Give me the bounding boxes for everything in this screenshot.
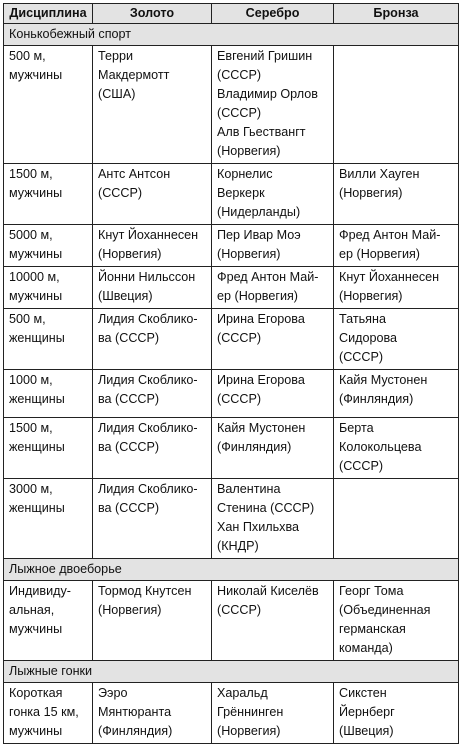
gold-text: Лидия Скоблико-: [98, 312, 198, 326]
gold-cell: [93, 370, 212, 418]
silver-text: (СССР): [217, 392, 262, 406]
header-silver: Серебро: [212, 4, 334, 24]
silver-text: Алв Гьествангт: [217, 125, 306, 139]
silver-text: (Норвегия): [217, 724, 281, 738]
discipline-text: Короткая: [9, 686, 63, 700]
bronze-text: германская: [339, 622, 406, 636]
silver-cell: [212, 46, 334, 164]
gold-text: ва (СССР): [98, 440, 160, 454]
gold-cell: [93, 46, 212, 164]
table-body: [4, 24, 459, 744]
gold-text: (Швеция): [98, 289, 153, 303]
discipline-cell: [4, 164, 93, 225]
bronze-cell: [334, 46, 459, 164]
table-row: [4, 267, 459, 309]
bronze-text: Берта: [339, 421, 374, 435]
bronze-text: ер (Норвегия): [339, 247, 420, 261]
header-row: [4, 4, 459, 24]
silver-text: (КНДР): [217, 539, 259, 553]
silver-text: Валентина: [217, 482, 281, 496]
bronze-cell: [334, 479, 459, 559]
discipline-cell: [4, 225, 93, 267]
discipline-text: 1500 м,: [9, 421, 53, 435]
silver-text: Хан Пхильхва: [217, 520, 300, 534]
section-title: Конькобежный спорт: [4, 24, 459, 46]
bronze-text: команда): [339, 641, 393, 655]
bronze-text: (СССР): [339, 350, 384, 364]
gold-text: (СССР): [98, 186, 143, 200]
gold-text: Лидия Скоблико-: [98, 482, 198, 496]
gold-cell: [93, 683, 212, 744]
silver-text: Корнелис: [217, 167, 273, 181]
silver-text: (Норвегия): [217, 247, 281, 261]
bronze-cell: [334, 164, 459, 225]
silver-text: (СССР): [217, 68, 262, 82]
bronze-text: (СССР): [339, 459, 384, 473]
bronze-text: Сикстен: [339, 686, 387, 700]
discipline-text: 500 м,: [9, 312, 46, 326]
table-row: [4, 581, 459, 661]
silver-cell: [212, 581, 334, 661]
gold-text: Кнут Йоханнесен: [98, 228, 199, 242]
silver-text: (СССР): [217, 603, 262, 617]
silver-text: Веркерк: [217, 186, 265, 200]
table-row: [4, 164, 459, 225]
bronze-text: Георг Тома: [339, 584, 404, 598]
table-row: [4, 683, 459, 744]
discipline-text: 1000 м,: [9, 373, 53, 387]
gold-cell: [93, 418, 212, 479]
gold-text: (США): [98, 87, 136, 101]
bronze-text: (Норвегия): [339, 186, 403, 200]
gold-text: Лидия Скоблико-: [98, 373, 198, 387]
gold-text: Лидия Скоблико-: [98, 421, 198, 435]
section-header-row: [4, 559, 459, 581]
gold-text: (Норвегия): [98, 247, 162, 261]
discipline-text: мужчины: [9, 622, 63, 636]
discipline-cell: [4, 581, 93, 661]
header-bronze: Бронза: [334, 4, 459, 24]
silver-text: (Норвегия): [217, 144, 281, 158]
bronze-text: Фред Антон Май-: [339, 228, 441, 242]
bronze-text: Кнут Йоханнесен: [339, 270, 440, 284]
section-header-row: [4, 24, 459, 46]
silver-text: (Нидерланды): [217, 205, 301, 219]
header-discipline: Дисциплина: [4, 4, 93, 24]
silver-text: (Финляндия): [217, 440, 292, 454]
discipline-text: мужчины: [9, 247, 63, 261]
gold-cell: [93, 225, 212, 267]
discipline-text: Индивиду-: [9, 584, 71, 598]
silver-text: Пер Ивар Моэ: [217, 228, 301, 242]
gold-text: Мянтюранта: [98, 705, 172, 719]
silver-text: Владимир Орлов: [217, 87, 318, 101]
gold-text: Антс Антсон: [98, 167, 171, 181]
gold-cell: [93, 479, 212, 559]
gold-text: Тормод Кнутсен: [98, 584, 192, 598]
discipline-cell: [4, 370, 93, 418]
bronze-cell: [334, 309, 459, 370]
discipline-text: 5000 м,: [9, 228, 53, 242]
discipline-text: женщины: [9, 501, 65, 515]
gold-cell: [93, 267, 212, 309]
gold-text: (Финляндия): [98, 724, 173, 738]
discipline-cell: [4, 418, 93, 479]
silver-text: Николай Киселёв: [217, 584, 319, 598]
bronze-cell: [334, 267, 459, 309]
silver-cell: [212, 309, 334, 370]
discipline-text: 10000 м,: [9, 270, 60, 284]
silver-cell: [212, 418, 334, 479]
bronze-text: (Норвегия): [339, 289, 403, 303]
discipline-cell: [4, 479, 93, 559]
discipline-cell: [4, 683, 93, 744]
gold-text: Терри: [98, 49, 134, 63]
table-row: [4, 225, 459, 267]
medal-table: [3, 3, 459, 744]
silver-text: Ирина Егорова: [217, 373, 305, 387]
table-row: [4, 309, 459, 370]
bronze-cell: [334, 418, 459, 479]
discipline-text: мужчины: [9, 68, 63, 82]
silver-text: Евгений Гришин: [217, 49, 313, 63]
silver-text: Фред Антон Май-: [217, 270, 319, 284]
table-row: [4, 370, 459, 418]
table-row: [4, 479, 459, 559]
silver-text: (СССР): [217, 106, 262, 120]
bronze-text: Татьяна: [339, 312, 386, 326]
discipline-text: мужчины: [9, 186, 63, 200]
table-row: [4, 418, 459, 479]
gold-text: ва (СССР): [98, 501, 160, 515]
section-header-row: [4, 661, 459, 683]
silver-text: Ирина Егорова: [217, 312, 305, 326]
discipline-text: 500 м,: [9, 49, 46, 63]
silver-text: Кайя Мустонен: [217, 421, 306, 435]
discipline-text: женщины: [9, 392, 65, 406]
gold-text: ва (СССР): [98, 331, 160, 345]
discipline-text: 1500 м,: [9, 167, 53, 181]
bronze-text: (Финляндия): [339, 392, 414, 406]
discipline-text: альная,: [9, 603, 55, 617]
section-title: Лыжное двоеборье: [4, 559, 459, 581]
bronze-text: Сидорова: [339, 331, 398, 345]
bronze-text: Йернберг: [339, 705, 395, 719]
silver-cell: [212, 479, 334, 559]
gold-text: ва (СССР): [98, 392, 160, 406]
bronze-cell: [334, 581, 459, 661]
silver-cell: [212, 225, 334, 267]
gold-text: Ээро: [98, 686, 128, 700]
bronze-cell: [334, 683, 459, 744]
discipline-text: женщины: [9, 331, 65, 345]
silver-text: ер (Норвегия): [217, 289, 298, 303]
discipline-text: гонка 15 км,: [9, 705, 79, 719]
bronze-text: (Швеция): [339, 724, 394, 738]
silver-cell: [212, 683, 334, 744]
section-title: Лыжные гонки: [4, 661, 459, 683]
bronze-text: (Объединенная: [339, 603, 431, 617]
discipline-cell: [4, 309, 93, 370]
gold-cell: [93, 581, 212, 661]
gold-text: Макдермотт: [98, 68, 170, 82]
gold-cell: [93, 164, 212, 225]
discipline-text: мужчины: [9, 724, 63, 738]
silver-text: Харальд: [217, 686, 268, 700]
bronze-text: Кайя Мустонен: [339, 373, 428, 387]
bronze-text: Вилли Хауген: [339, 167, 420, 181]
discipline-cell: [4, 46, 93, 164]
gold-text: Йонни Нильссон: [98, 270, 196, 284]
silver-text: Стенина (СССР): [217, 501, 315, 515]
table-row: [4, 46, 459, 164]
gold-text: (Норвегия): [98, 603, 162, 617]
silver-cell: [212, 164, 334, 225]
discipline-text: женщины: [9, 440, 65, 454]
silver-cell: [212, 370, 334, 418]
silver-cell: [212, 267, 334, 309]
bronze-text: Колокольцева: [339, 440, 422, 454]
header-gold: Золото: [93, 4, 212, 24]
gold-cell: [93, 309, 212, 370]
bronze-cell: [334, 370, 459, 418]
bronze-cell: [334, 225, 459, 267]
silver-text: Грённинген: [217, 705, 284, 719]
discipline-text: 3000 м,: [9, 482, 53, 496]
discipline-text: мужчины: [9, 289, 63, 303]
silver-text: (СССР): [217, 331, 262, 345]
discipline-cell: [4, 267, 93, 309]
